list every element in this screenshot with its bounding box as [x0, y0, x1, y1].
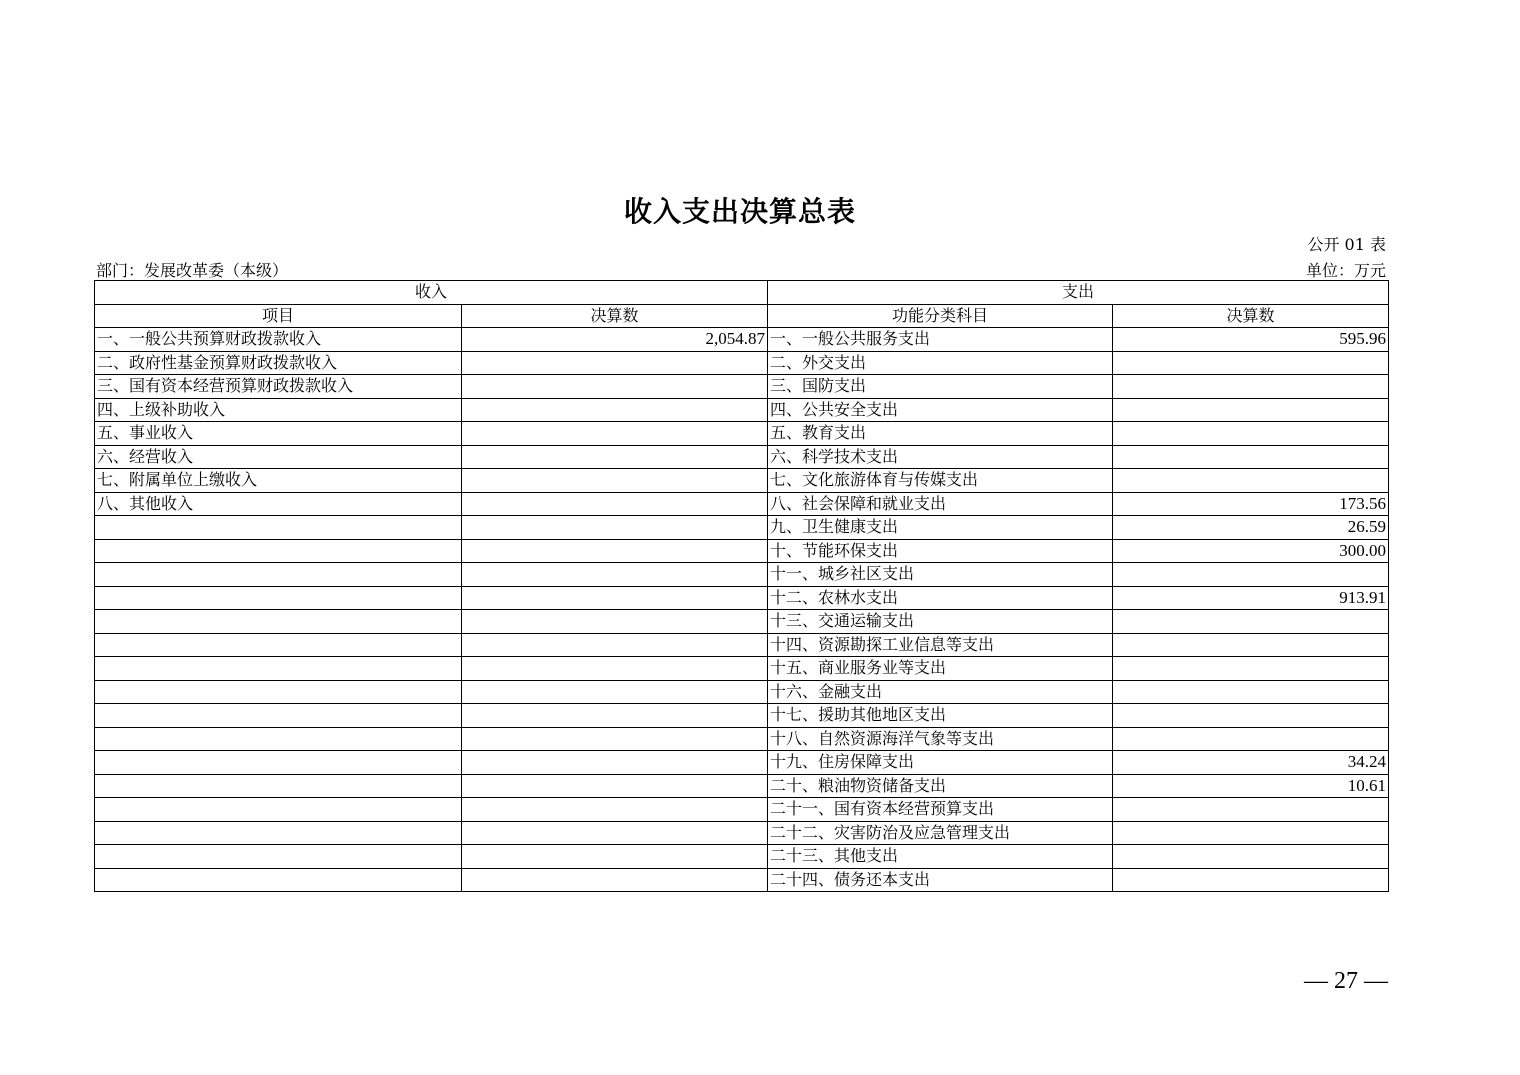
income-amount-cell	[462, 398, 768, 422]
table-row	[95, 680, 1389, 704]
income-amount-cell	[462, 563, 768, 587]
table-row	[95, 539, 1389, 563]
income-amount-cell	[462, 680, 768, 704]
income-amount-cell	[462, 657, 768, 681]
expense-amount-cell	[1113, 610, 1389, 634]
table-row	[95, 375, 1389, 399]
expense-item-cell: 七、文化旅游体育与传媒支出	[768, 469, 1113, 493]
income-amount-cell	[462, 375, 768, 399]
income-amount-cell	[462, 539, 768, 563]
expense-amount-cell	[1113, 845, 1389, 869]
income-amount-cell	[462, 868, 768, 892]
expense-amount-cell	[1113, 680, 1389, 704]
table-row	[95, 868, 1389, 892]
expense-item-cell: 十八、自然资源海洋气象等支出	[768, 727, 1113, 751]
expense-item-cell: 二十一、国有资本经营预算支出	[768, 798, 1113, 822]
income-item-cell: 二、政府性基金预算财政拨款收入	[95, 351, 462, 375]
page-number: — 27 —	[1304, 968, 1388, 994]
table-row	[95, 563, 1389, 587]
expense-amount-cell	[1113, 657, 1389, 681]
expense-item-cell: 十一、城乡社区支出	[768, 563, 1113, 587]
expense-amount-cell	[1113, 633, 1389, 657]
expense-item-cell: 三、国防支出	[768, 375, 1113, 399]
income-item-cell	[95, 868, 462, 892]
expense-item-cell: 十、节能环保支出	[768, 539, 1113, 563]
table-body	[95, 328, 1389, 892]
income-item-cell	[95, 845, 462, 869]
expense-amount-cell	[1113, 398, 1389, 422]
expense-amount-cell	[1113, 563, 1389, 587]
unit-label: 单位：万元	[1305, 261, 1386, 280]
expense-amount-cell	[1113, 704, 1389, 728]
income-item-cell	[95, 798, 462, 822]
header-income: 收入	[95, 281, 768, 305]
income-amount-cell	[462, 351, 768, 375]
expense-amount-cell	[1113, 821, 1389, 845]
income-amount-cell	[462, 798, 768, 822]
expense-amount-cell: 173.56	[1113, 492, 1389, 516]
expense-item-cell: 九、卫生健康支出	[768, 516, 1113, 540]
income-amount-cell	[462, 774, 768, 798]
expense-item-cell: 十九、住房保障支出	[768, 751, 1113, 775]
income-item-cell: 六、经营收入	[95, 445, 462, 469]
header-item: 项目	[95, 304, 462, 328]
income-item-cell: 三、国有资本经营预算财政拨款收入	[95, 375, 462, 399]
expense-item-cell: 十七、援助其他地区支出	[768, 704, 1113, 728]
form-number: 公开 01 表	[1307, 235, 1386, 254]
budget-table	[94, 280, 1389, 892]
expense-amount-cell	[1113, 351, 1389, 375]
expense-amount-cell	[1113, 798, 1389, 822]
expense-amount-cell	[1113, 375, 1389, 399]
table-row	[95, 469, 1389, 493]
expense-item-cell: 二十、粮油物资储备支出	[768, 774, 1113, 798]
table-row	[95, 751, 1389, 775]
expense-amount-cell	[1113, 445, 1389, 469]
expense-item-cell: 十六、金融支出	[768, 680, 1113, 704]
department-label: 部门：发展改革委（本级）	[96, 261, 289, 280]
expense-item-cell: 八、社会保障和就业支出	[768, 492, 1113, 516]
income-amount-cell: 2,054.87	[462, 328, 768, 352]
expense-amount-cell	[1113, 469, 1389, 493]
income-item-cell	[95, 727, 462, 751]
income-amount-cell	[462, 727, 768, 751]
table-row	[95, 657, 1389, 681]
income-item-cell	[95, 657, 462, 681]
income-amount-cell	[462, 633, 768, 657]
income-amount-cell	[462, 751, 768, 775]
income-amount-cell	[462, 845, 768, 869]
table-row	[95, 610, 1389, 634]
expense-item-cell: 二十三、其他支出	[768, 845, 1113, 869]
table-row	[95, 422, 1389, 446]
expense-amount-cell: 10.61	[1113, 774, 1389, 798]
table-row	[95, 351, 1389, 375]
income-item-cell	[95, 774, 462, 798]
expense-amount-cell: 34.24	[1113, 751, 1389, 775]
header-amount-expense: 决算数	[1113, 304, 1389, 328]
expense-amount-cell	[1113, 868, 1389, 892]
income-item-cell: 七、附属单位上缴收入	[95, 469, 462, 493]
expense-item-cell: 二十四、债务还本支出	[768, 868, 1113, 892]
income-amount-cell	[462, 492, 768, 516]
income-item-cell	[95, 680, 462, 704]
expense-item-cell: 四、公共安全支出	[768, 398, 1113, 422]
table-row	[95, 328, 1389, 352]
expense-amount-cell: 26.59	[1113, 516, 1389, 540]
table-row	[95, 845, 1389, 869]
income-amount-cell	[462, 469, 768, 493]
page-title: 收入支出决算总表	[623, 195, 856, 228]
header-row-columns	[95, 304, 1389, 328]
expense-amount-cell: 300.00	[1113, 539, 1389, 563]
income-item-cell	[95, 516, 462, 540]
expense-amount-cell	[1113, 422, 1389, 446]
expense-amount-cell: 595.96	[1113, 328, 1389, 352]
table-row	[95, 798, 1389, 822]
expense-item-cell: 一、一般公共服务支出	[768, 328, 1113, 352]
expense-item-cell: 十三、交通运输支出	[768, 610, 1113, 634]
header-row-sections	[95, 281, 1389, 305]
table-row	[95, 398, 1389, 422]
income-amount-cell	[462, 422, 768, 446]
header-func-class: 功能分类科目	[768, 304, 1113, 328]
income-item-cell: 八、其他收入	[95, 492, 462, 516]
table-row	[95, 704, 1389, 728]
income-item-cell	[95, 633, 462, 657]
expense-item-cell: 二、外交支出	[768, 351, 1113, 375]
income-item-cell	[95, 539, 462, 563]
expense-item-cell: 十五、商业服务业等支出	[768, 657, 1113, 681]
expense-item-cell: 十四、资源勘探工业信息等支出	[768, 633, 1113, 657]
income-item-cell	[95, 751, 462, 775]
expense-item-cell: 六、科学技术支出	[768, 445, 1113, 469]
income-item-cell	[95, 563, 462, 587]
income-item-cell	[95, 586, 462, 610]
expense-item-cell: 五、教育支出	[768, 422, 1113, 446]
income-amount-cell	[462, 516, 768, 540]
income-item-cell	[95, 610, 462, 634]
table-row	[95, 445, 1389, 469]
income-item-cell: 五、事业收入	[95, 422, 462, 446]
income-item-cell	[95, 821, 462, 845]
table-row	[95, 586, 1389, 610]
expense-amount-cell	[1113, 727, 1389, 751]
income-amount-cell	[462, 586, 768, 610]
expense-amount-cell: 913.91	[1113, 586, 1389, 610]
table-row	[95, 492, 1389, 516]
income-amount-cell	[462, 610, 768, 634]
table-row	[95, 727, 1389, 751]
table-row	[95, 633, 1389, 657]
income-item-cell: 四、上级补助收入	[95, 398, 462, 422]
income-item-cell: 一、一般公共预算财政拨款收入	[95, 328, 462, 352]
income-amount-cell	[462, 445, 768, 469]
header-amount: 决算数	[462, 304, 768, 328]
table-row	[95, 516, 1389, 540]
expense-item-cell: 十二、农林水支出	[768, 586, 1113, 610]
header-expense: 支出	[768, 281, 1389, 305]
income-item-cell	[95, 704, 462, 728]
income-amount-cell	[462, 704, 768, 728]
income-amount-cell	[462, 821, 768, 845]
table-row	[95, 821, 1389, 845]
table-row	[95, 774, 1389, 798]
expense-item-cell: 二十二、灾害防治及应急管理支出	[768, 821, 1113, 845]
